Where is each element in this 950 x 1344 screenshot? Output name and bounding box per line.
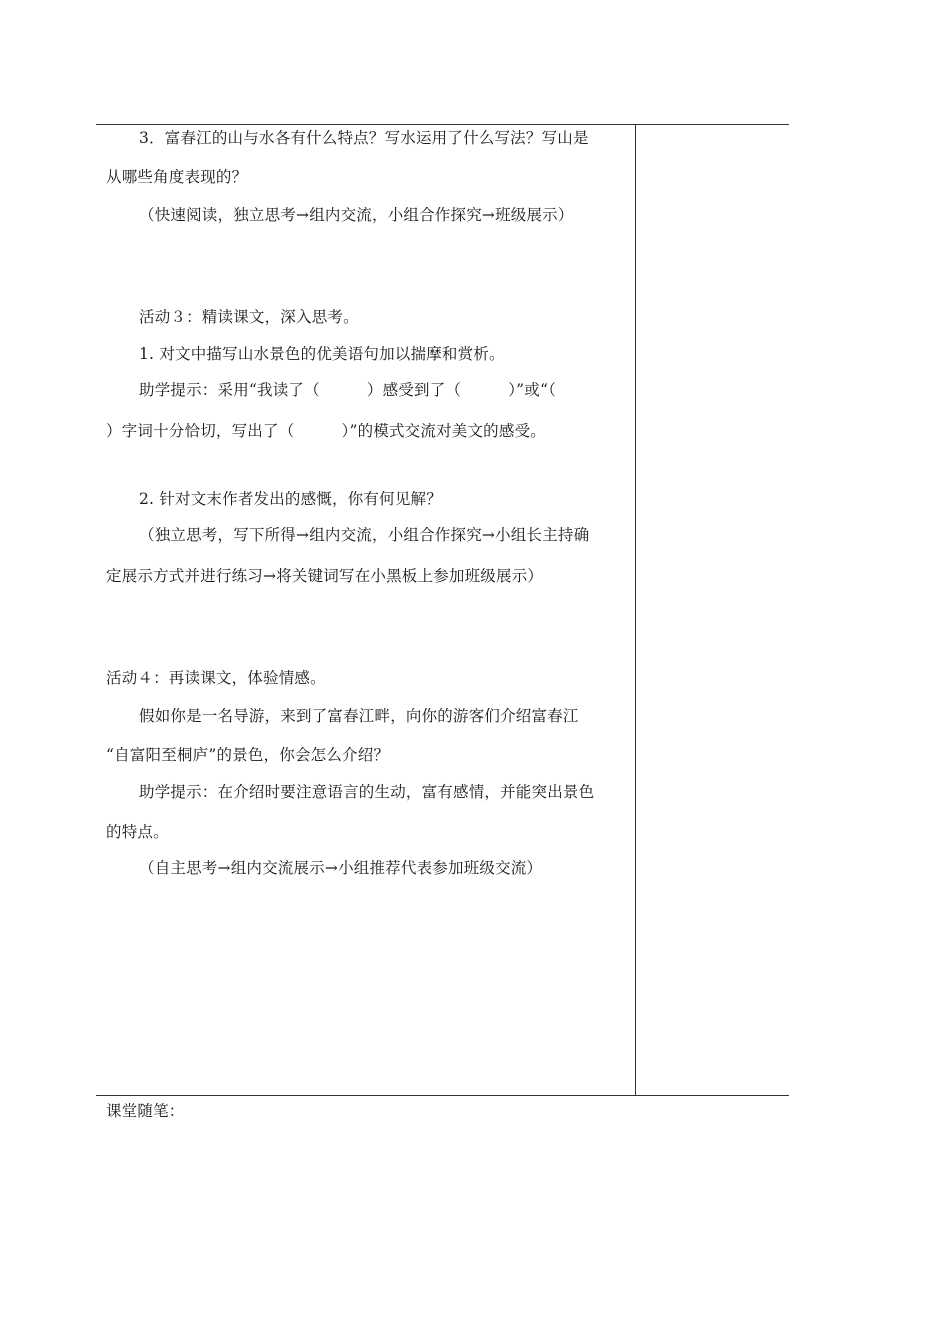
activity-3-item-2: 2. 针对文末作者发出的感慨，你有何见解？ — [139, 490, 442, 508]
question-3-method: （快速阅读，独立思考→组内交流，小组合作探究→班级展示） — [139, 206, 574, 224]
question-3-line-2: 从哪些角度表现的？ — [106, 168, 248, 186]
activity-3-item-1: 1. 对文中描写山水景色的优美语句加以揣摩和赏析。 — [139, 345, 505, 363]
activity-4-task-line-2: “自富阳至桐庐”的景色，你会怎么介绍？ — [106, 746, 390, 764]
activity-3-heading: 活动３：精读课文，深入思考。 — [139, 308, 359, 326]
activity-3-method-line-2: 定展示方式并进行练习→将关键词写在小黑板上参加班级展示） — [106, 567, 544, 585]
activity-3-hint-line-1: 助学提示：采用“我读了（ ）感受到了（ ）”或“（ — [139, 381, 557, 399]
activity-4-method: （自主思考→组内交流展示→小组推荐代表参加班级交流） — [139, 859, 543, 877]
table-column-divider — [635, 124, 636, 1095]
activity-4-hint-line-1: 助学提示：在介绍时要注意语言的生动，富有感情，并能突出景色 — [139, 783, 595, 801]
activity-3-method-line-1: （独立思考，写下所得→组内交流，小组合作探究→小组长主持确 — [139, 526, 590, 544]
class-notes-label: 课堂随笔： — [106, 1102, 185, 1120]
activity-4-hint-line-2: 的特点。 — [106, 823, 169, 841]
table-top-border — [96, 124, 789, 125]
activity-3-hint-line-2: ）字词十分恰切，写出了（ ）”的模式交流对美文的感受。 — [106, 422, 546, 440]
question-3-line-1: 3．富春江的山与水各有什么特点？写水运用了什么写法？写山是 — [139, 129, 589, 147]
activity-4-task-line-1: 假如你是一名导游，来到了富春江畔，向你的游客们介绍富春江 — [139, 707, 579, 725]
activity-4-heading: 活动４：再读课文，体验情感。 — [106, 669, 326, 687]
table-bottom-border — [96, 1095, 789, 1096]
